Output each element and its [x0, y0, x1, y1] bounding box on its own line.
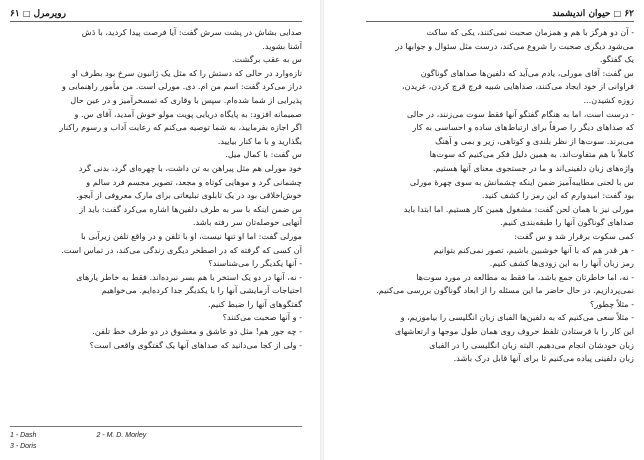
left-page-title: [10, 8, 66, 19]
right-page-body: [366, 26, 634, 384]
left-header-title-text: رویرمرل: [33, 9, 67, 19]
right-page-number: ۶۲: [624, 9, 634, 19]
text-line: صداهای گوناگون آنها را طبقه‌بندی کنیم.: [500, 217, 634, 228]
text-line: تازه‌وارد در حالی که دستش را که مثل یک ژانبون سرخ بود بطرف او: [71, 67, 302, 78]
text-line: - هر قدر هم که با آنها خوشبین باشیم، تصور نمی‌کنم بتوانیم: [433, 244, 634, 255]
footnote-1: 1 - Dash: [10, 432, 37, 439]
text-line: - درست است، اما به هنگام گفتگو آنها فقط سوت می‌زنند، در حالی: [406, 108, 634, 119]
text-line: می‌شود دیگری صحبت را شروع می‌کند، درست مثل سئوال و جوابها در: [395, 40, 634, 51]
text-line: گفتگوهای آنها را ضبط کنیم.: [207, 298, 302, 309]
header-square-icon: □: [22, 8, 31, 18]
text-line: س ضمن اینکه با سر به طرف دلفین‌ها اشاره می‌کرد گفت: باید از: [79, 203, 302, 214]
text-line: کاملاً با هم متفاوت‌اند. به همین دلیل فکر می‌کنیم که سوت‌ها: [429, 149, 634, 160]
right-page: [322, 0, 644, 460]
footnotes: [10, 426, 302, 452]
text-line: پذیرایی از شما شده‌ام. سپس با وقاری که تمسخرآمیز و در عین حال: [70, 94, 302, 105]
right-page-header: [366, 8, 634, 22]
text-line: که صداهای دیگر را صرفاً برای ارتباط‌های ساده و احساسی به کار: [412, 122, 634, 133]
text-line: - ولی از کجا می‌دانید که صداهای آنها یک گفتگوی واقعی است؟: [89, 339, 302, 350]
text-line: صمیمانه افزود: به پایگاه دریایی پویت مولو خوش آمدید، آقای س. و: [74, 108, 302, 119]
text-line: فراوانی از خود ایجاد می‌کنند، صداهایی شبیه فرچ قرچ کردن، غریدن،: [401, 81, 634, 92]
text-line: صدایی بشاش در پشت سرش گفت: آیا فرصت پیدا کردید، با دَش: [81, 27, 302, 37]
text-line: - آنها یکدیگر را می‌شناسند؟: [208, 258, 302, 269]
text-line: بود گفت: امیدوارم که این رمز را کشف کنید.: [481, 190, 634, 201]
text-line: زبان دلفینی پیاده می‌کنیم تا برای آنها قابل درک باشد.: [453, 353, 634, 364]
text-line: می‌برند. سوت‌ها از نظر بلندی و کوتاهی، زیر و بمی و آهنگ: [435, 135, 634, 146]
text-line: - مثلاً سعی می‌کنیم که به دلفین‌ها الفبای زبان انگلیسی را بیاموزیم، و: [400, 312, 634, 323]
text-line: زوزه کشیدن...: [583, 94, 634, 105]
text-line: - نه، اما خاطرتان جمع باشد، ما فقط به مطالعه در مورد سوت‌ها: [416, 271, 634, 282]
text-line: آن کسی که گرفته که در اصطخر دیگری زندگی می‌کند، در تماس است.: [61, 244, 302, 255]
text-line: این کار را با فرستادن تلفظ حروف روی همان طول موجها و ارتعاشهای: [394, 326, 634, 337]
text-line: دراز می‌کرد گفت: اسم من ام. دی. مورلی است. من مأمور راهنمایی و: [61, 81, 302, 92]
text-line: مورلی نیز با همان لحن گفت: مشغول همین کار هستیم. اما ابتدا باید: [403, 203, 634, 214]
footnote-2: 2 - M. D. Morley: [96, 432, 147, 439]
left-page-header: [10, 8, 302, 22]
footnote-3: 3 - Doris: [10, 443, 37, 450]
text-line: احتیاجات آزمایشی آنها را با یکدیگر جدا کرده‌ایم. می‌خواهیم: [101, 285, 302, 296]
right-page-title: [552, 8, 634, 19]
text-line: زبان خودشان انجام می‌دهیم. البته زبان انگلیسی را در الفبای: [429, 339, 634, 350]
left-page-body: [10, 26, 302, 384]
text-line: - مثلاً چطور؟: [589, 298, 634, 309]
text-line: چشمانی گرد و موهایی کوتاه و مجعد، تصویر مجسم فرد سالم و: [86, 176, 302, 187]
header-square-icon: □: [613, 8, 622, 18]
text-line: - نه، آنها در دو یک استخر با هم بسر نبرده‌اند. فقط به خاطر یارهای: [76, 271, 302, 282]
text-line: اگر اجازه بفرمایید، به شما توصیه می‌کنم که رعایت آداب و رسوم راکنار: [59, 122, 302, 133]
text-line: مورلی گفت: اما او تنها نیست، او با تلفن و در واقع تلفن زیرآبی با: [81, 230, 302, 241]
text-line: س گفت: با کمال میل.: [225, 149, 302, 160]
text-line: س با لحنی مطایبه‌آمیز ضمن اینکه چشمانش به سوی چهرهٔ مورلی: [409, 176, 634, 187]
text-line: واژه‌های زبان دلفینی‌اند و ما در جستجوی معنای آنها هستیم.: [432, 162, 634, 173]
text-line: یک گفتگو.: [599, 54, 634, 65]
text-line: خوش‌اخلاقی بود در یک تابلوی تبلیغاتی برای مارک معروفی از آبجو.: [76, 190, 302, 201]
text-line: س به عقب برگشت.: [231, 54, 302, 65]
text-line: بگذارید و با ما کنار بیایید.: [217, 135, 302, 146]
text-line: - چه جور هم! مثل دو عاشق و معشوق در دو طرف خط تلفن.: [92, 326, 302, 337]
text-line: - آن دو هرگز با هم و همزمان صحبت نمی‌کنند، یکی که ساکت: [426, 27, 634, 37]
text-line: رمز زبان آنها را به این زودی‌ها کشف کنیم.: [489, 258, 634, 269]
text-line: خود مورلی هم مثل پیراهن به تن داشت، با چهره‌ای گرد، بدنی گرد: [78, 162, 302, 173]
right-header-title-text: حیوان اندیشمند: [552, 9, 611, 19]
text-line: کمی سکوت برقرار شد و س گفت:: [514, 230, 634, 241]
text-line: نمی‌پردازیم. در حال حاضر ما این مسئله را از ابعاد گوناگون بررسی می‌کنیم.: [376, 285, 634, 296]
text-line: آنهایی حوصله‌تان سر رفته باشد.: [192, 217, 302, 228]
text-line: س گفت: آقای مورلی، یادم می‌آید که دلفین‌ها صداهای گوناگون: [420, 67, 634, 78]
text-line: - و آنها صحبت می‌کنند؟: [222, 312, 302, 323]
text-line: آشنا بشوید.: [262, 40, 302, 51]
left-page-number: ۶۱: [10, 9, 20, 19]
